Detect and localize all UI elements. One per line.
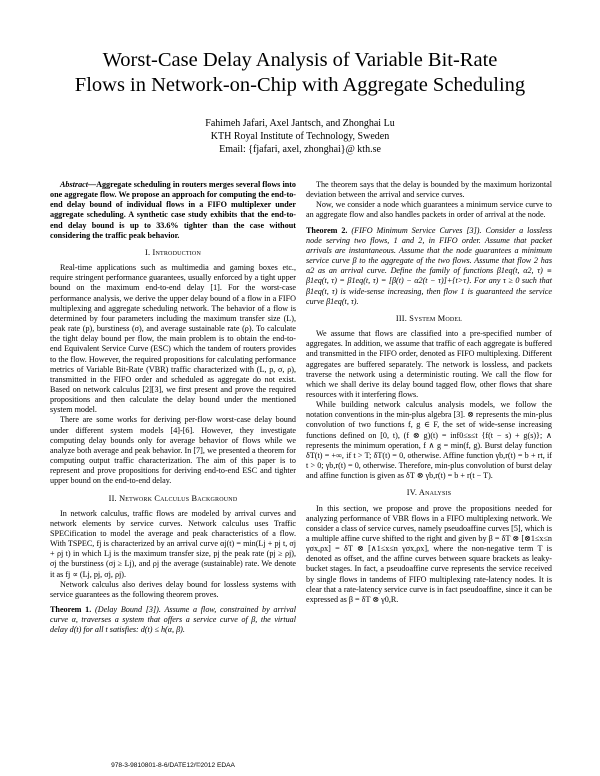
- theorem-2: [306, 226, 552, 307]
- paper-title: [0, 48, 600, 98]
- theorem-2-text: Consider a lossless node serving two flows, 1 and 2, in FIFO order. Assume that packet arrivals are instantaneous. Assume that the node guarantees a minimum service curve β to the aggregate of the two flows. Assume that flow 2 has α2 as an arrival curve. Define the family of functions β1eq(t, α2, τ) ≡ β1eq(t, τ) = β1eq(t, τ) = [β(t) − α2(t − τ)]+{t>τ}. For any τ ≥ 0 such that β1eq(t, τ) is wide-sense increasing, then flow 1 is guaranteed the service curve β1eq(t, τ).: [306, 225, 552, 306]
- section-heading-introduction: I. Introduction: [144, 247, 201, 257]
- author-email: Email: {fjafari, axel, zhonghai}@ kth.se: [219, 144, 381, 155]
- right-paragraph-2: Now, we consider a node which guarantees a minimum service curve to an aggregate flow and also handles packets in order of arrival at the node.: [306, 200, 552, 220]
- right-paragraph-1: The theorem says that the delay is bounded by the maximum horizontal deviation between the arrival and service curves.: [306, 180, 552, 200]
- author-names: Fahimeh Jafari, Axel Jantsch, and Zhonghai Lu: [205, 118, 395, 129]
- author-block: [0, 117, 600, 156]
- system-paragraph-1: We assume that flows are classified into a pre-specified number of aggregates. In addition, we assume that traffic of each aggregate is buffered and transmitted in the FIFO order, denoted as FIFO multiplexing. Different aggregates are buffered separately. The network is lossless, and packets traverse the network using a deterministic routing. We call the flow for which we shall derive its delay bound tagged flow, other flows that share resources with it interfering flows.: [306, 329, 552, 399]
- author-affiliation: KTH Royal Institute of Technology, Sweden: [210, 131, 390, 142]
- abstract-label: Abstract: [60, 180, 88, 189]
- abstract-text: —Aggregate scheduling in routers merges several flows into one aggregate flow. We propose an approach for computing the end-to-end delay bound of individual flows in a FIFO multiplexer under aggregate scheduling. A synthetic case study exhibits that the end-to-end delay bound is up to 33.6% tighter than the case without considering the traffic peak behavior.: [50, 180, 296, 240]
- system-paragraph-2: While building network calculus analysis models, we follow the notation conventions in the min-plus algebra [3]. ⊗ represents the min-plus convolution of two functions f, g ∈ F, the set of wide-sense increasing functions defined on [0, t), (f ⊗ g)(t) = inf0≤s≤t {f(t − s) + g(s)}; ∧ represents the minimum operation, f ∧ g = min(f, g). Burst delay function δT(t) = +∞, if t > T; δT(t) = 0, otherwise. Affine function γb,r(t) = b + rt, if t > 0; γb,r(t) = 0, otherwise. Therefore, min-plus convolution of burst delay and affine function is given as δT ⊗ γb,r(t) = b + r(t − T).: [306, 400, 552, 481]
- ncb-paragraph-2: Network calculus also derives delay bound for lossless systems with service guarantees as the following theorem proves.: [50, 579, 296, 599]
- section-heading-analysis: IV. Analysis: [406, 488, 452, 498]
- theorem-2-name: (FIFO Minimum Service Curves [3]).: [351, 225, 482, 235]
- section-heading-system-model: III. System Model: [395, 313, 463, 323]
- intro-paragraph-2: There are some works for deriving per-flow worst-case delay bound under different system models [4]-[6]. However, they investigate computing delay bounds only for average behavior of flows while we analyze both average and peak behavior. In [7], we presented a theorem for computing output traffic characterization. The aim of this paper is to represent and prove propositions for deriving end-to-end ESC and tighter upper bound on the end-to-end delay.: [50, 415, 296, 486]
- title-line-1: Worst-Case Delay Analysis of Variable Bit-Rate: [102, 49, 498, 71]
- analysis-paragraph-1: In this section, we propose and prove the propositions needed for analyzing performance of VBR flows in a FIFO multiplexing network. We consider a class of service curves, namely pseudoaffine curves [5], which is a multiple affine curve shifted to the right and given by β = δT ⊗ [⊗1≤x≤n γσx,ρx] = δT ⊗ [∧1≤x≤n γσx,ρx], where the non-negative term T is denoted as offset, and the affine curves between square brackets as leaky-bucket stages. In fact, a pseudoaffine curve represents the service received by single flows in tandems of FIFO multiplexing rate-latency nodes. It is clear that a rate-latency service curve is in fact pseudoaffine, since it can be expressed as β = δT ⊗ γ0,R.: [306, 503, 552, 604]
- theorem-1: [50, 605, 296, 635]
- abstract: [50, 180, 296, 241]
- theorem-1-text: Assume a flow, constrained by arrival curve α, traverses a system that offers a service curve of β, the virtual delay d(t) for all t satisfies: d(t) ≤ h(α, β).: [50, 605, 296, 635]
- left-column: [50, 180, 296, 641]
- title-line-2: Flows in Network-on-Chip with Aggregate Scheduling: [74, 74, 526, 96]
- copyright-footer: 978-3-9810801-8-6/DATE12/©2012 EDAA: [111, 762, 235, 769]
- theorem-2-label: Theorem 2.: [306, 225, 348, 235]
- theorem-1-name: (Delay Bound [3]).: [95, 605, 161, 615]
- theorem-1-label: Theorem 1.: [50, 605, 92, 615]
- section-heading-network-calculus: II. Network Calculus Background: [108, 493, 238, 503]
- ncb-paragraph-1: In network calculus, traffic flows are modeled by arrival curves and network elements by service curves. Network calculus uses Traffic SPECification to model the average and peak characteristics of a flow. With TSPEC, fj is characterized by an arrival curve αj(t) = min(Lj + pj t, σj + ρj t) in which Lj is the maximum transfer size, pj the peak rate (pj ≥ ρj), σj the burstiness (σj ≥ Lj), and ρj the average (sustainable) rate. We denote it as fj ∝ (Lj, pj, σj, ρj).: [50, 508, 296, 579]
- intro-paragraph-1: Real-time applications such as multimedia and gaming boxes etc., require stringent performance guarantees, usually enforced by a tight upper bound on the maximum end-to-end delay [1]. For the worst-case performance analysis, we derive the upper delay bound of a flow in a FIFO multiplexing and aggregate scheduling network. The behavior of a flow is determined by four parameters including the maximum transfer size (L), peak rate (p), burstiness (σ), and average sustainable rate (ρ). To calculate the tight delay bound per flow, the main problem is to obtain the end-to-end Equivalent Service Curve (ESC) which the tandem of routers provides to the flow. However, the required propositions for calculating performance metrics of Variable Bit-Rate (VBR) traffic characterized with (L, p, σ, ρ), transmitted in the FIFO order and scheduled as aggregate do not exist. Based on network calculus [2][3], we first present and prove the required propositions and then calculate the delay bound under the mentioned system model.: [50, 263, 296, 415]
- right-column: [306, 180, 552, 605]
